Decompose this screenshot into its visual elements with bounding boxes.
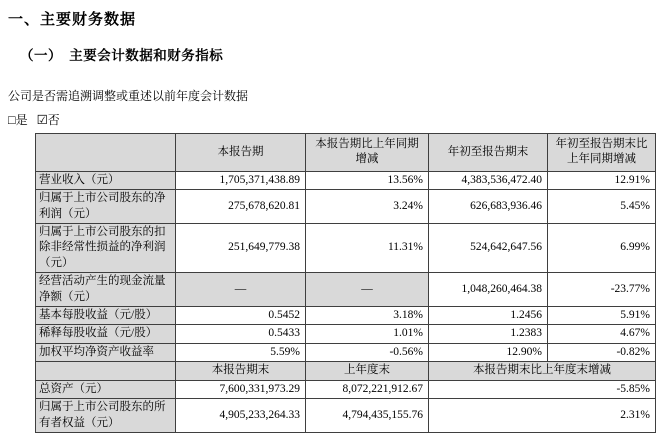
cell-value: 5.45% — [548, 190, 656, 224]
cell-value: 2.31% — [429, 399, 656, 433]
table-row — [36, 224, 656, 273]
row-label: 加权平均净资产收益率 — [36, 343, 176, 361]
row-label: 经营活动产生的现金流量净额（元） — [36, 273, 176, 307]
cell-value: 4,905,233,264.33 — [176, 399, 306, 433]
row-label: 归属于上市公司股东的所有者权益（元） — [36, 399, 176, 433]
cell-dash: — — [176, 273, 306, 307]
checkbox-yes[interactable] — [8, 113, 28, 127]
checkbox-unchecked-icon: □ — [8, 113, 16, 127]
row-label: 基本每股收益（元/股） — [36, 307, 176, 325]
cell-value: 12.90% — [429, 343, 548, 361]
cell-value: 1.2456 — [429, 307, 548, 325]
table-row — [36, 325, 656, 343]
cell-value: 275,678,620.81 — [176, 190, 306, 224]
column-header-empty — [36, 362, 176, 380]
cell-value: 3.18% — [306, 307, 429, 325]
cell-value: 1.2383 — [429, 325, 548, 343]
cell-value: 7,600,331,973.29 — [176, 380, 306, 398]
column-header-empty — [36, 134, 176, 172]
checkbox-no[interactable] — [37, 113, 60, 127]
column-header: 本报告期比上年同期增减 — [306, 134, 429, 172]
cell-value: 12.91% — [548, 171, 656, 189]
row-label: 稀释每股收益（元/股） — [36, 325, 176, 343]
restate-question: 公司是否需追溯调整或重述以前年度会计数据 — [8, 89, 249, 103]
cell-value: 1,048,260,464.38 — [429, 273, 548, 307]
cell-value: 5.91% — [548, 307, 656, 325]
column-header: 上年度末 — [306, 362, 429, 380]
cell-value: 5.59% — [176, 343, 306, 361]
restate-answer — [8, 111, 660, 128]
checkbox-no-label: 否 — [47, 113, 60, 127]
cell-value: 13.56% — [306, 171, 429, 189]
cell-value: -0.82% — [548, 343, 656, 361]
cell-value: 8,072,221,912.67 — [306, 380, 429, 398]
table-row — [36, 399, 656, 433]
cell-value: 251,649,779.38 — [176, 224, 306, 273]
cell-value: 0.5433 — [176, 325, 306, 343]
cell-value: 3.24% — [306, 190, 429, 224]
row-label: 归属于上市公司股东的净利润（元） — [36, 190, 176, 224]
cell-value: 0.5452 — [176, 307, 306, 325]
cell-value: -23.77% — [548, 273, 656, 307]
cell-value: 11.31% — [306, 224, 429, 273]
row-label: 营业收入（元） — [36, 171, 176, 189]
table-row — [36, 190, 656, 224]
cell-value: 4,794,435,155.76 — [306, 399, 429, 433]
table-row — [36, 343, 656, 361]
table-header-row — [36, 362, 656, 380]
cell-value: 4,383,536,472.40 — [429, 171, 548, 189]
cell-value: 6.99% — [548, 224, 656, 273]
table-header-row — [36, 134, 656, 172]
table-row — [36, 380, 656, 398]
column-header: 本报告期末比上年度末增减 — [429, 362, 656, 380]
section-title: 一、主要财务数据 — [8, 11, 137, 28]
column-header: 年初至报告期末比上年同期增减 — [548, 134, 656, 172]
cell-value: -5.85% — [429, 380, 656, 398]
table-row — [36, 307, 656, 325]
cell-value: 524,642,647.56 — [429, 224, 548, 273]
cell-value: 1.01% — [306, 325, 429, 343]
financial-table — [35, 133, 656, 433]
column-header: 本报告期末 — [176, 362, 306, 380]
row-label: 归属于上市公司股东的扣除非经常性损益的净利润（元） — [36, 224, 176, 273]
cell-value: 626,683,936.46 — [429, 190, 548, 224]
cell-value: -0.56% — [306, 343, 429, 361]
cell-dash: — — [306, 273, 429, 307]
table-row — [36, 171, 656, 189]
cell-value: 1,705,371,438.89 — [176, 171, 306, 189]
column-header: 本报告期 — [176, 134, 306, 172]
checkbox-yes-label: 是 — [15, 113, 28, 127]
table-row — [36, 273, 656, 307]
row-label: 总资产（元） — [36, 380, 176, 398]
column-header: 年初至报告期末 — [429, 134, 548, 172]
cell-value: 4.67% — [548, 325, 656, 343]
checkbox-checked-icon: ☑ — [36, 113, 48, 127]
subsection-title: （一） 主要会计数据和财务指标 — [20, 48, 224, 63]
